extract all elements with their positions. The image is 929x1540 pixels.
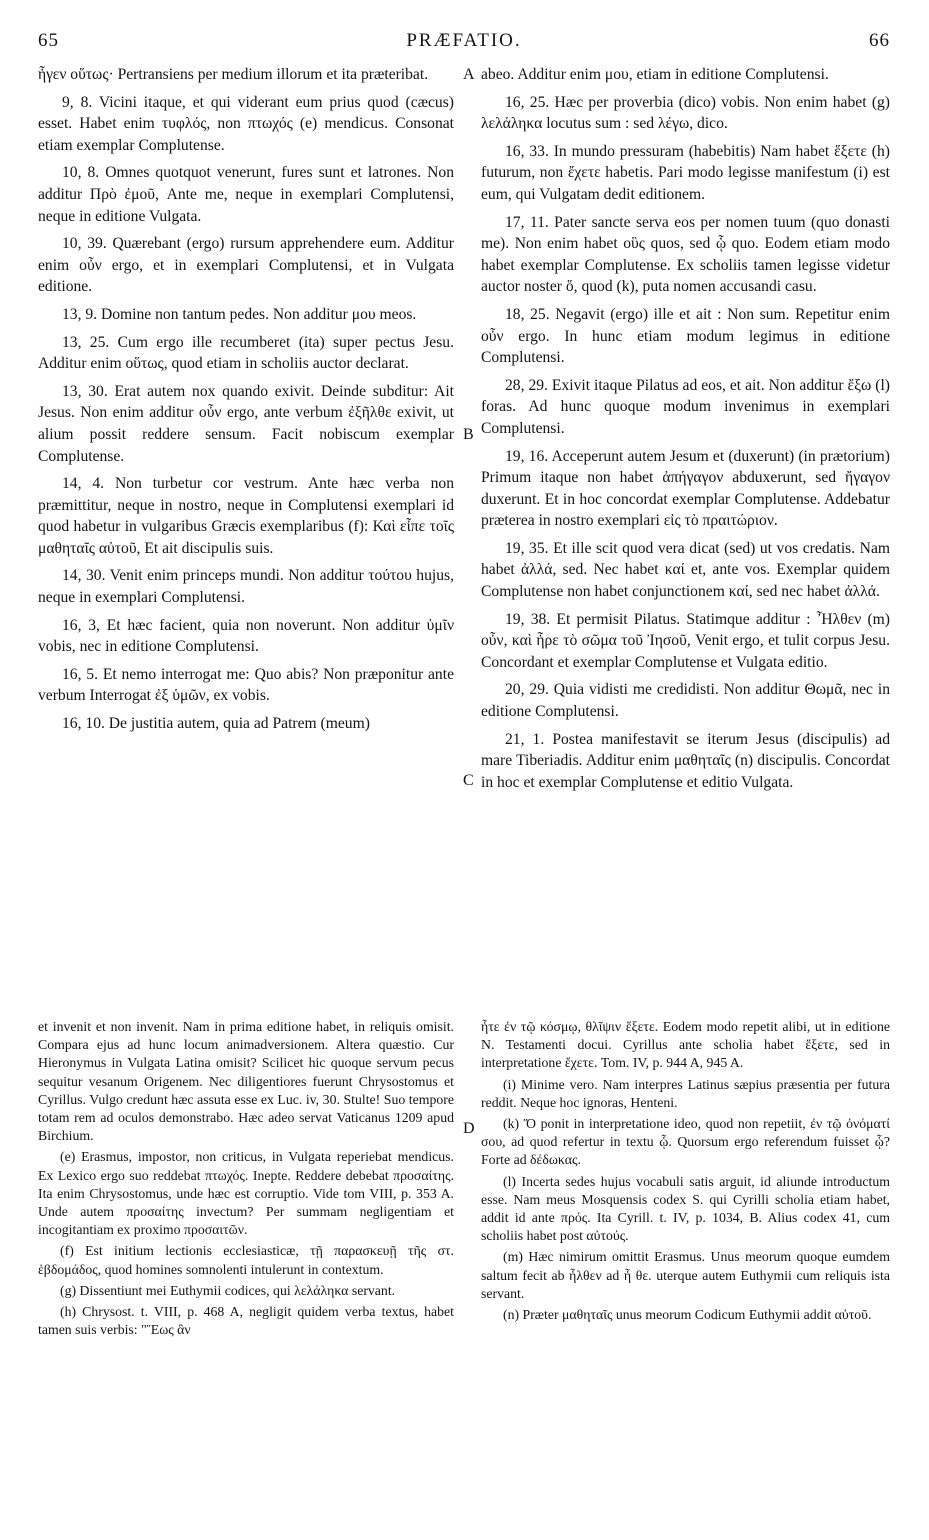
paragraph: 18, 25. Negavit (ergo) ille et ait : Non sum. Repetitur enim οὖν ergo. In hunc etiam modum legimus in editione Complutensi. [481,305,890,367]
paragraph: 20, 29. Quia vidisti me credidisti. Non additur Θωμᾶ, nec in editione Complutensi. [481,681,890,721]
footnote: (h) Chrysost. t. VIII, p. 468 A, negligit quidem verba textus, habet tamen suis verbis: "Ἕως ἂν [38,1304,454,1338]
footnote: (m) Hæc nimirum omittit Erasmus. Unus meorum quoque eumdem saltum fecit ab ἦλθεν ad ἦ θε. uterque autem Euthymii cum reliquis ista servant. [481,1249,890,1301]
paragraph: 17, 11. Pater sancte serva eos per nomen tuum (quo donasti me). Non enim habet οὓς quos, sed ᾧ quo. Eodem etiam modo habet exemplar Complutense. Ex scholiis tamen legisse videtur auctor noster ὅ, quod (k), puta nomen accusandi casu. [481,213,890,296]
paragraph: 19, 16. Acceperunt autem Jesum et (duxerunt) (in prætorium) Primum itaque non habet ἀπήγαγον abduxerunt, sed ἤγαγον duxerunt. Et in hoc concordat exemplar Complutense. Addebatur præterea in nostro exemplari εἰς τὸ πραιτώριον. [481,447,890,530]
right-footnotes [481,1018,890,1327]
margin-marker-c: C [463,772,474,789]
paragraph: 16, 33. In mundo pressuram (habebitis) Nam habet ἕξετε (h) futurum, non ἔχετε habetis. Pari modo legisse manifestum (i) est eum, qui Vulgatam dedit editionem. [481,142,890,203]
paragraph: 28, 29. Exivit itaque Pilatus ad eos, et ait. Non additur ἔξω (l) foras. Ad hunc quoque modum invenimus in exemplari Complutensi. [481,376,890,437]
paragraph: 10, 39. Quærebant (ergo) rursum apprehendere eum. Additur enim οὖν ergo, et in exemplari Complutensi, et in Vulgata editione. [38,235,454,296]
margin-marker-a: A [463,66,475,83]
paragraph: abeo. Additur enim μου, etiam in editione Complutensi. [481,66,829,83]
paragraph: 16, 3, Et hæc facient, quia non noverunt. Non additur ὑμῖν vobis, nec in editione Complutensi. [38,616,454,656]
paragraph: 14, 4. Non turbetur cor vestrum. Ante hæc verba non præmittitur, neque in nostro, neque in Complutensi exemplari id quod habetur in vulgaribus Græcis exemplaribus (f): Καὶ εἶπε τοῖς μαθηταῖς αὐτοῦ, Et ait discipulis suis. [38,475,454,557]
paragraph: ἦγεν οὕτως· Pertransiens per medium illorum et ita præteribat. [38,66,429,83]
paragraph: 16, 5. Et nemo interrogat me: Quo abis? Non præponitur ante verbum Interrogat ἐξ ὑμῶν, ex vobis. [38,665,454,705]
page-number-left: 65 [38,30,59,51]
paragraph: 13, 30. Erat autem nox quando exivit. Deinde subditur: Ait Jesus. Non enim additur οὖν ergo, ante verbum ἐξῆλθε exivit, ut alium possit reddere sensum. Facit nobiscum exemplar Complutense. [38,382,454,465]
margin-marker-b: B [463,426,474,443]
paragraph: 19, 38. Et permisit Pilatus. Statimque additur : Ἦλθεν (m) οὖν, καὶ ἦρε τὸ σῶμα τοῦ Ἰησοῦ, Venit ergo, et tulit corpus Jesu. Concordant et exemplar Complutense et Vulgata editio. [481,610,890,671]
footnote: et invenit et non invenit. Nam in prima editione habet, in reliquis omisit. Compara ejus ad hunc locum animadversionem. Altera quæstio. Cur Hieronymus in Vulgata Latina omisit? Scilicet hic quoque servum pecus sequitur vesanum Origenem. Nec diligentiores fuerunt Chrysostomus et Cyrillus. Vulgo credunt hæc assuta esse ex Luc. iv, 30. Stulte! Suo tempore totam rem ad oculos demonstrabo. Hæc adeo servat Vaticanus 1209 apud Birchium. [38,1019,454,1144]
page-header [38,30,890,56]
footnote: (k) Ὅ ponit in interpretatione ideo, quod non repetiit, ἐν τῷ ὀνόματί σου, ad quod refertur in textu ᾧ. Quorsum ergo referendum fuisset ᾧ? Forte ad δέδωκας. [481,1116,890,1168]
footnote: (n) Præter μαθηταῖς unus meorum Codicum Euthymii addit αὐτοῦ. [503,1307,872,1323]
paragraph: 10, 8. Omnes quotquot venerunt, fures sunt et latrones. Non additur Πρὸ ἐμοῦ, Ante me, neque in exemplari Complutensi, neque in editione Vulgata. [38,164,454,225]
footnote: (e) Erasmus, impostor, non criticus, in Vulgata reperiebat mendicus. Ex Lexico ergo suo reddebat πτωχός. Inepte. Reddere debebat προσαίτης. Ita enim Chrysostomus, unde hæc est corruptio. Vide tom VIII, p. 353 A. Unde autem προσαίτης invectum? Per summam negligentiam et incogitantiam ex proximo προσαιτῶν. [38,1149,454,1238]
paragraph: 14, 30. Venit enim princeps mundi. Non additur τούτου hujus, neque in exemplari Complutensi. [38,567,454,607]
paragraph: 16, 25. Hæc per proverbia (dico) vobis. Non enim habet (g) λελάληκα locutus sum : sed λέγω, dico. [481,93,890,133]
paragraph: 9, 8. Vicini itaque, et qui viderant eum prius quod (cæcus) esset. Habet enim τυφλός, non πτωχός (e) mendicus. Consonat etiam exemplar Complutense. [38,93,454,154]
paragraph: 13, 9. Domine non tantum pedes. Non additur μου meos. [62,305,417,323]
paragraph: 13, 25. Cum ergo ille recumberet (ita) super pectus Jesu. Additur enim οὕτως, quod etiam in scholiis auctor declarat. [38,333,454,373]
paragraph: 21, 1. Postea manifestavit se iterum Jesus (discipulis) ad mare Tiberiadis. Additur enim μαθηταῖς (n) discipulis. Concordat in hoc et exemplar Complutense et editio Vulgata. [481,730,890,791]
left-column-text [38,64,454,741]
footnote: (f) Est initium lectionis ecclesiasticæ, τῇ παρασκευῇ τῆς στ. ἑβδομάδος, quod homines somnolenti intulerunt in contextum. [38,1243,454,1277]
page-number-right: 66 [869,30,890,51]
footnote: (g) Dissentiunt mei Euthymii codices, qui λελάληκα servant. [60,1282,396,1298]
footnote: ἦτε ἐν τῷ κόσμῳ, θλῖψιν ἕξετε. Eodem modo repetit alibi, ut in editione N. Testamenti docui. Cyrillus ante scholia habet ἕξετε, sed in interpretatione ἔχετε. Tom. IV, p. 944 A, 945 A. [481,1019,890,1071]
footnote: (i) Minime vero. Nam interpres Latinus sæpius præsentia per futura reddit. Neque hoc ignoras, Henteni. [481,1076,890,1110]
margin-marker-d: D [463,1120,475,1137]
running-title: PRÆFATIO. [406,30,522,51]
footnote: (l) Incerta sedes hujus vocabuli satis arguit, id aliunde introductum esse. Nam meus Mosquensis codex S. qui Cyrilli scholia etiam habet, addit id ante πρός. Ita Cyrill. t. IV, p. 1034, B. Alius codex 41, cum scholiis habet post αὐτούς. [481,1173,890,1244]
left-footnotes [38,1018,454,1342]
right-column-text [481,64,890,799]
paragraph: 19, 35. Et ille scit quod vera dicat (sed) ut vos credatis. Nam habet ἀλλά, sed. Nec habet καί et, ante vos. Exemplar quidem Complutense non habet conjunctionem καί, sed nec habet ἀλλά. [481,539,890,601]
paragraph: 16, 10. De justitia autem, quia ad Patrem (meum) [62,715,370,733]
